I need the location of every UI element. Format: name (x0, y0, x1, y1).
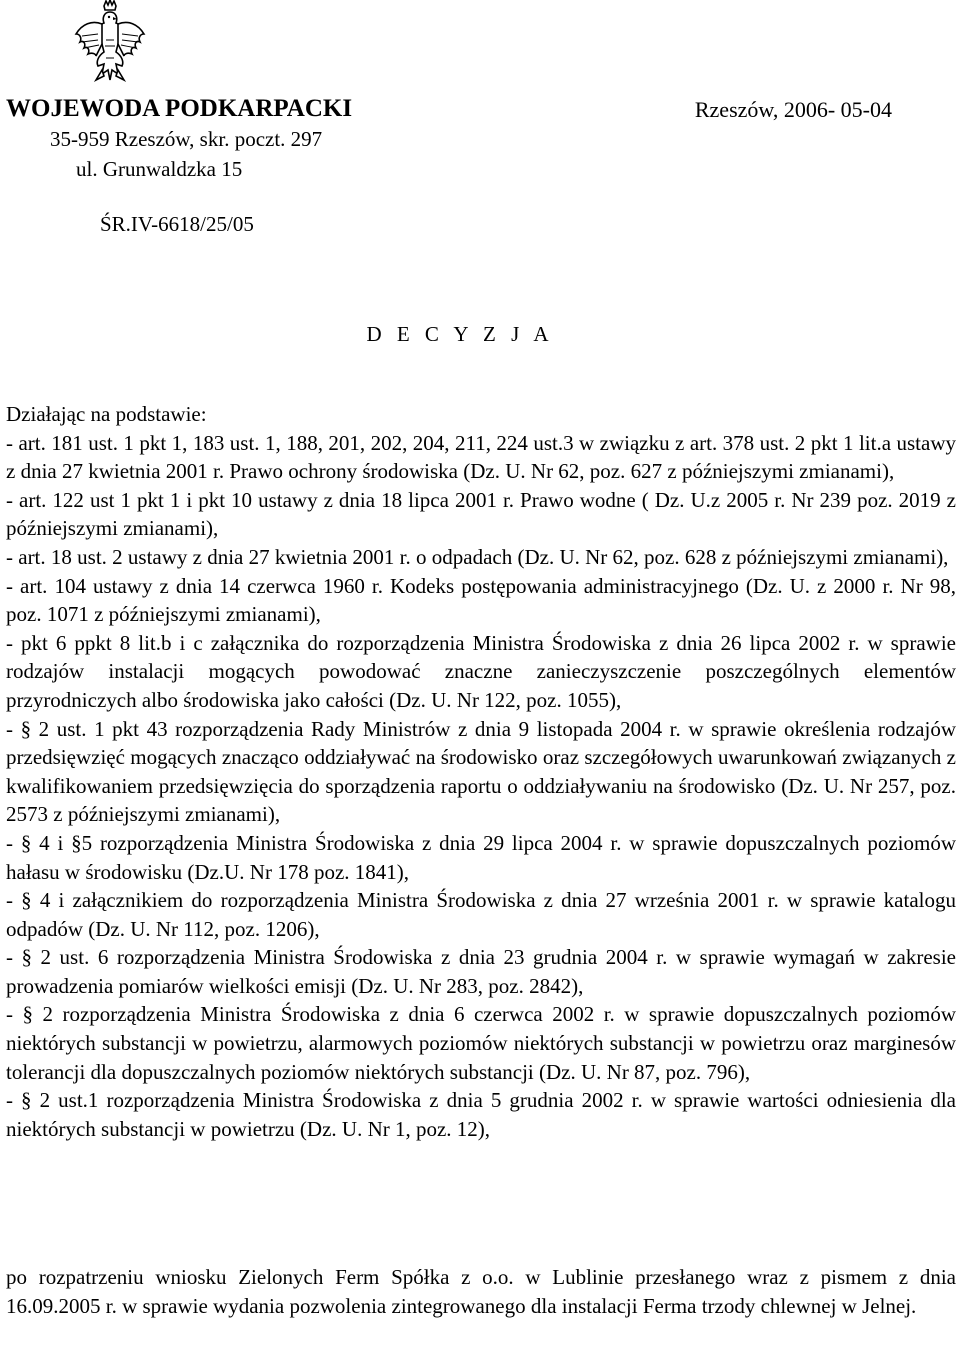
authority-block (6, 94, 352, 184)
legal-basis-item: - pkt 6 ppkt 8 lit.b i c załącznika do rozporządzenia Ministra Środowiska z dnia 26 lipca 2002 r. w sprawie rodzajów instalacji mogących powodować znaczne zanieczyszczenie poszczególnych elementów przyrodniczych albo środowiska jako całości (Dz. U. Nr 122, poz. 1055), (6, 630, 956, 712)
case-number: ŚR.IV-6618/25/05 (100, 212, 254, 236)
closing-paragraph: po rozpatrzeniu wniosku Zielonych Ferm Spółka z o.o. w Lublinie przesłanego wraz z pismem z dnia 16.09.2005 r. w sprawie wydania pozwolenia zintegrowanego dla instalacji Ferma trzody chlewnej w Jelnej. (6, 1265, 956, 1318)
legal-basis-item: - art. 181 ust. 1 pkt 1, 183 ust. 1, 188, 201, 202, 204, 211, 224 ust.3 w związku z art. 378 ust. 2 pkt 1 lit.a ustawy z dnia 27 kwietnia 2001 r. Prawo ochrony środowiska (Dz. U. Nr 62, poz. 627 z późniejszymi zmianami), (6, 430, 956, 484)
closing-section (6, 1263, 956, 1320)
postal-address: 35-959 Rzeszów, skr. poczt. 297 (50, 127, 323, 151)
legal-basis-item: - § 2 ust.1 rozporządzenia Ministra Środowiska z dnia 5 grudnia 2002 r. w sprawie wartości odniesienia dla niektórych substancji w powietrzu (Dz. U. Nr 1, poz. 12), (6, 1088, 956, 1141)
legal-basis-item: - § 4 i załącznikiem do rozporządzenia Ministra Środowiska z dnia 27 września 2001 r. w sprawie katalogu odpadów (Dz. U. Nr 112, poz. 1206), (6, 888, 956, 941)
street-address: ul. Grunwaldzka 15 (76, 157, 243, 181)
document-title: D E C Y Z J A (366, 322, 554, 346)
legal-basis-item: - art. 104 ustawy z dnia 14 czerwca 1960 r. Kodeks postępowania administracyjnego (Dz. U. z 2000 r. Nr 98, poz. 1071 z późniejszymi zmianami), (6, 573, 956, 627)
legal-basis-item: - § 2 ust. 6 rozporządzenia Ministra Środowiska z dnia 23 grudnia 2004 r. w sprawie wymagań w zakresie prowadzenia pomiarów wielkości emisji (Dz. U. Nr 283, poz. 2842), (6, 945, 956, 998)
authority-name: WOJEWODA PODKARPACKI (6, 95, 353, 122)
legal-basis-item: - art. 122 ust 1 pkt 1 i pkt 10 ustawy z dnia 18 lipca 2001 r. Prawo wodne ( Dz. U.z 2005 r. Nr 239 poz. 2019 z późniejszymi zmianami), (6, 487, 956, 541)
legal-basis-item: - § 2 rozporządzenia Ministra Środowiska z dnia 6 czerwca 2002 r. w sprawie dopuszczalnych poziomów niektórych substancji w powietrzu, alarmowych poziomów niektórych substancji w powietrzu oraz marginesów tolerancji dla dopuszczalnych poziomów niektórych substancji (Dz. U. Nr 87, poz. 796), (6, 1002, 956, 1084)
legal-basis-item: - § 2 ust. 1 pkt 43 rozporządzenia Rady Ministrów z dnia 9 listopada 2004 r. w sprawie określenia rodzajów przedsięwzięć mogących znacząco oddziaływać na środowisko oraz szczegółowych uwarunkowań związanych z kwalifikowaniem przedsięwzięcia do sporządzenia raportu o oddziaływaniu na środowisko (Dz. U. Nr 257, poz. 2573 z późniejszymi zmianami), (6, 716, 956, 827)
legal-basis-item: - § 4 i §5 rozporządzenia Ministra Środowiska z dnia 29 lipca 2004 r. w sprawie dopuszczalnych poziomów hałasu w środowisku (Dz.U. Nr 178 poz. 1841), (6, 830, 956, 884)
legal-basis-section (6, 400, 956, 1143)
coat-of-arms-eagle-icon (74, 0, 146, 86)
intro-text: Działając na podstawie: (6, 402, 207, 426)
place-and-date: Rzeszów, 2006- 05-04 (694, 97, 892, 122)
legal-basis-item: - art. 18 ust. 2 ustawy z dnia 27 kwietnia 2001 r. o odpadach (Dz. U. Nr 62, poz. 628 z późniejszymi zmianami), (6, 544, 949, 569)
